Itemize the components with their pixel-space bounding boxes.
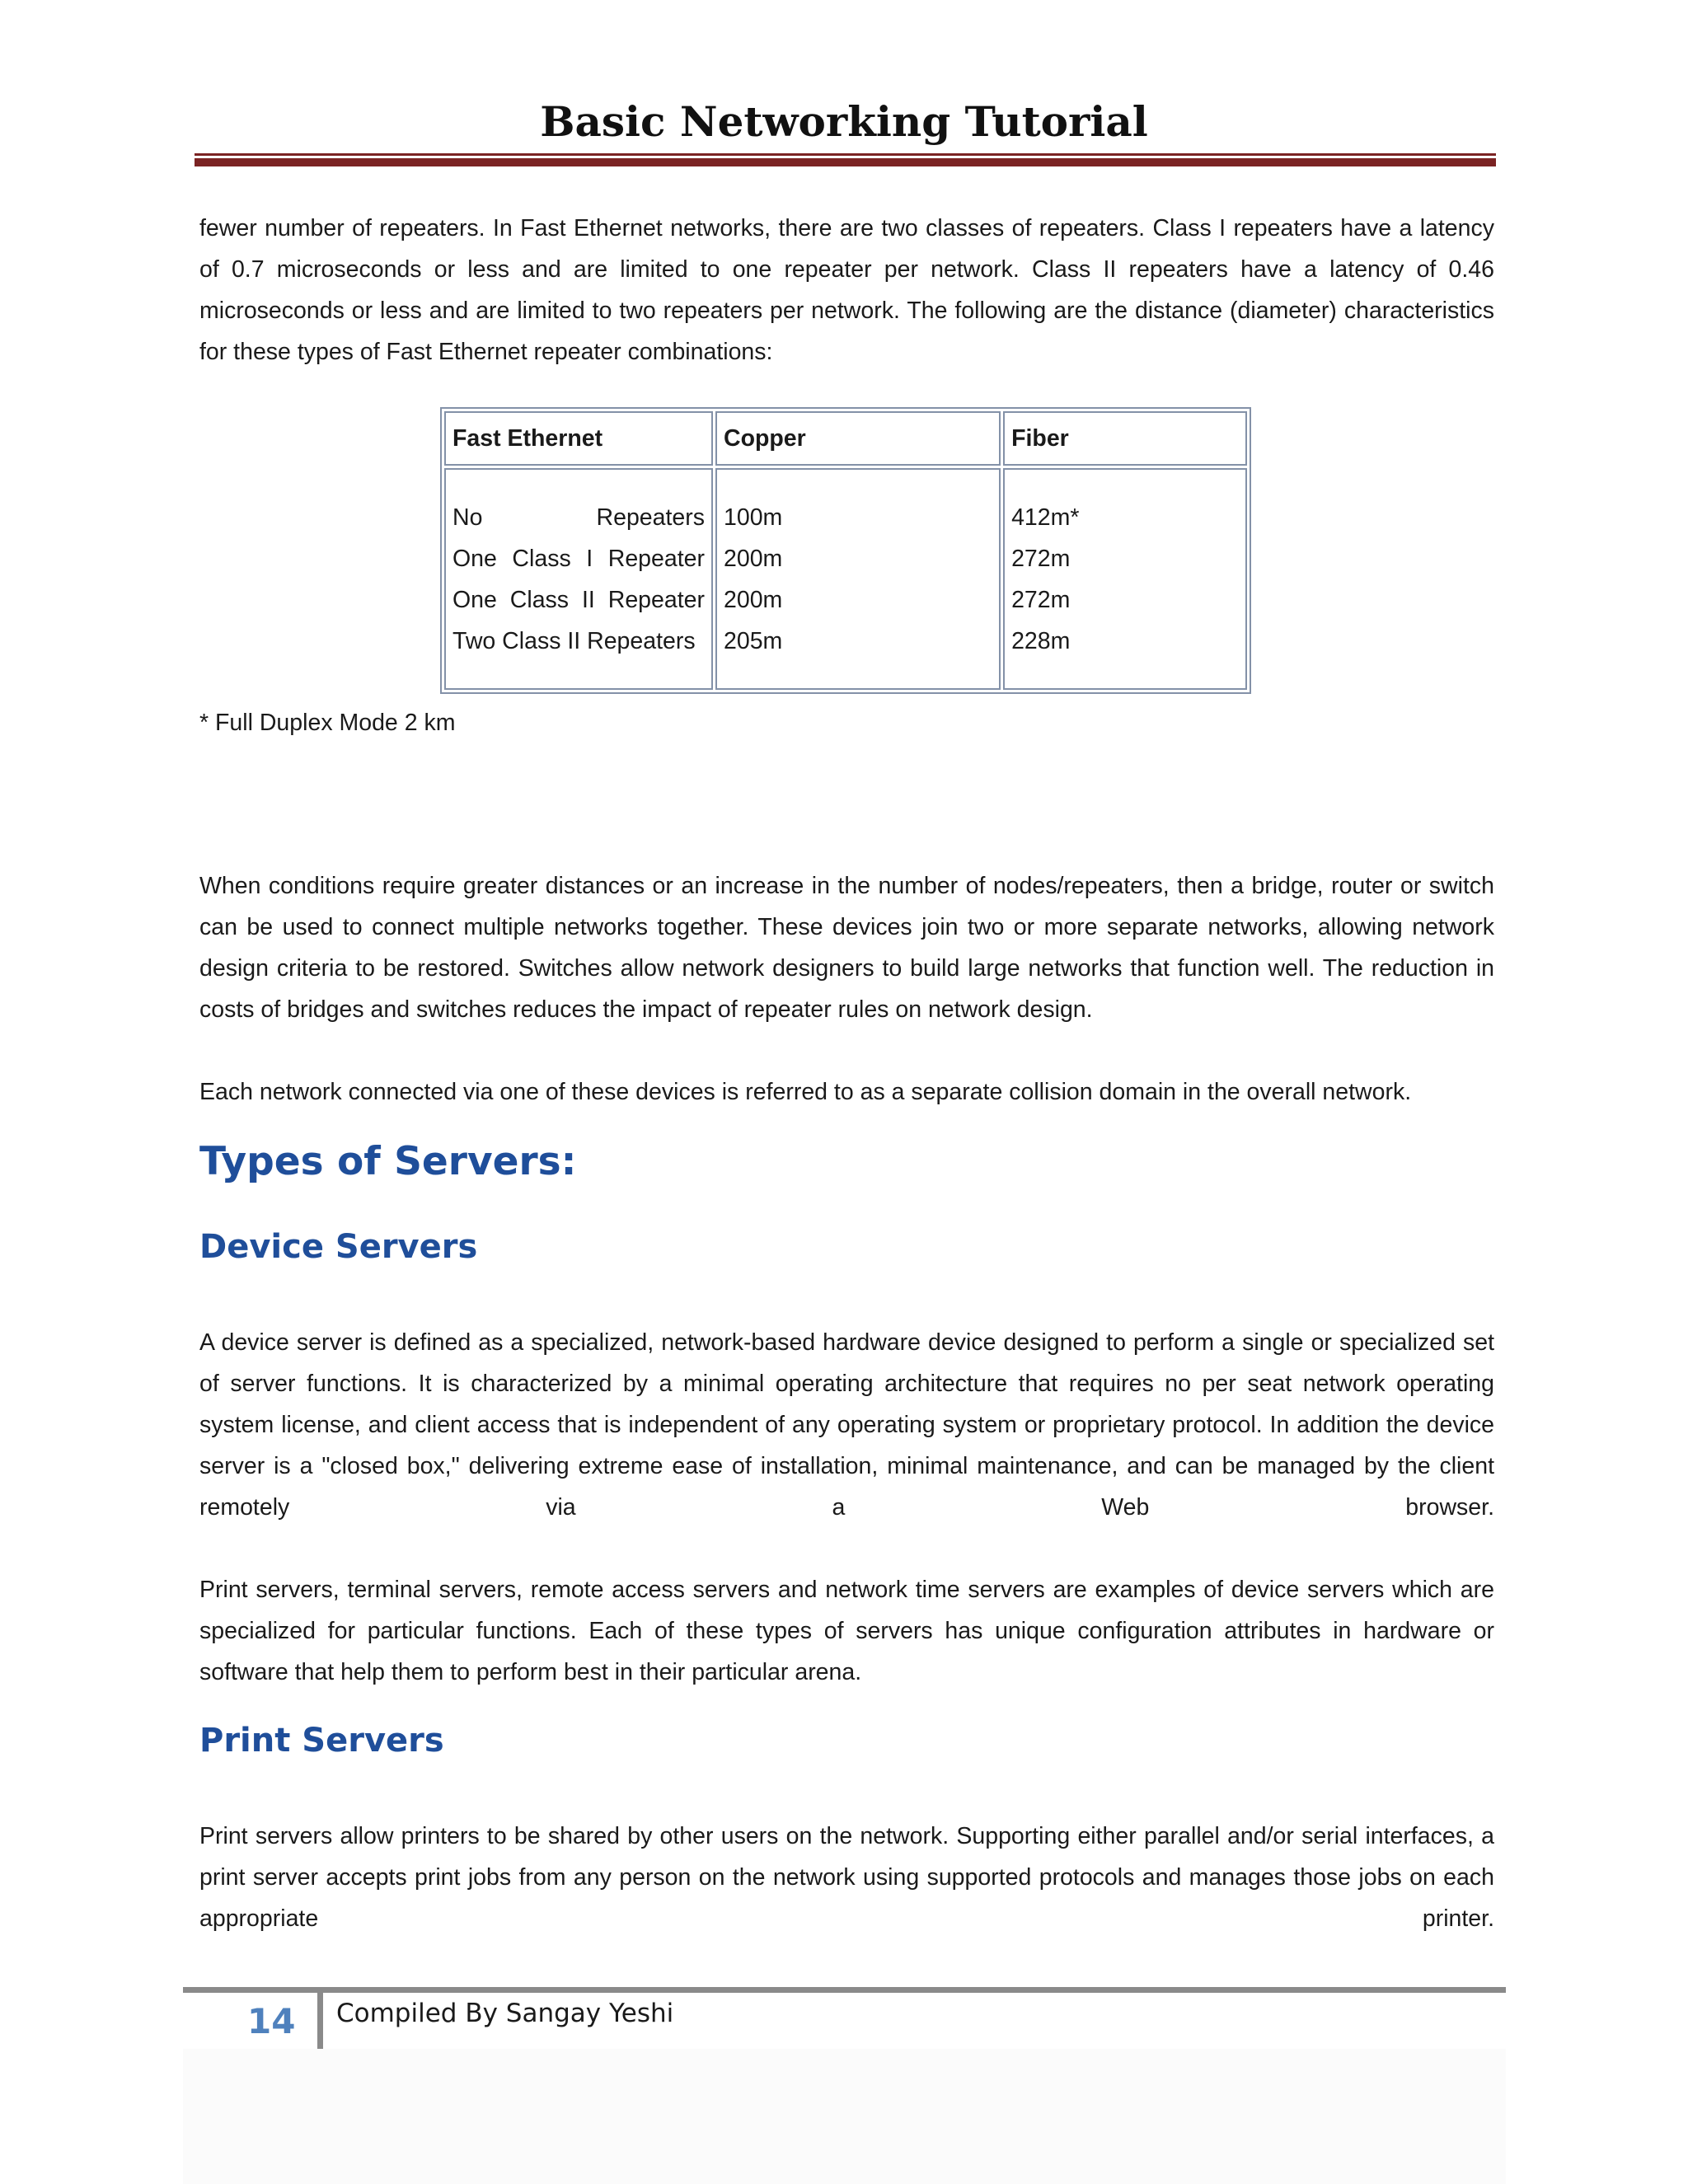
bridging-paragraph: When conditions require greater distances or an increase in the number of nodes/repeaters, then a bridge, router or switch can be used to connect multiple networks together. These devices join two or more separate networks, allowing network design criteria to be restored. Switches allow network designers to build large networks that function well. The reduction in costs of bridges and switches reduces the impact of repeater rules on network design.	[199, 873, 1494, 1023]
config-one-class-ii: One Class II Repeater	[452, 586, 705, 613]
device-servers-heading: Device Servers	[199, 1228, 478, 1266]
table-header-fast-ethernet: Fast Ethernet	[444, 411, 713, 466]
footer-credit: Compiled By Sangay Yeshi	[336, 1999, 674, 2028]
footer-shade	[183, 2049, 1506, 2184]
copper-two-class-ii: 205m	[724, 627, 783, 654]
header-rule-thick	[195, 158, 1496, 166]
print-servers-heading: Print Servers	[199, 1722, 444, 1760]
header-rule-thin	[195, 153, 1496, 156]
table-footnote: * Full Duplex Mode 2 km	[199, 710, 456, 736]
config-two-class-ii: Two Class II Repeaters	[452, 627, 696, 654]
table-header-copper: Copper	[715, 411, 1001, 466]
fiber-two-class-ii: 228m	[1011, 627, 1071, 654]
intro-paragraph: fewer number of repeaters. In Fast Ethernet networks, there are two classes of repeaters. Class I repeaters have a latency of 0.7 microseconds or less and are limited to one repeater per network. Class II repeaters have a latency of 0.46 microseconds or less and are limited to two repeaters per network. The following are the distance (diameter) characteristics for these types of Fast Ethernet repeater combinations:	[199, 215, 1494, 365]
table-cell-configurations	[444, 468, 713, 690]
print-servers-paragraph: Print servers allow printers to be shared by other users on the network. Supporting either parallel and/or serial interfaces, a print server accepts print jobs from any person on the network using supported protocols and manages those jobs on each appropriate printer.	[199, 1823, 1494, 1932]
header-title: Basic Networking Tutorial	[540, 97, 1148, 146]
config-no-repeaters: No Repeaters	[452, 504, 705, 531]
collision-domain-paragraph: Each network connected via one of these devices is referred to as a separate collision domain in the overall network.	[199, 1079, 1412, 1105]
fiber-one-class-i: 272m	[1011, 545, 1071, 572]
device-servers-paragraph: A device server is defined as a specialized, network-based hardware device designed to perform a single or specialized set of server functions. It is characterized by a minimal operating architecture that requires no per seat network operating system license, and client access that is independent of any operating system or proprietary protocol. In addition the device server is a "closed box," delivering extreme ease of installation, minimal maintenance, and can be managed by the client remotely via a Web browser.	[199, 1329, 1494, 1521]
repeater-distance-table	[440, 407, 1251, 694]
table-cell-fiber	[1003, 468, 1247, 690]
copper-no-repeaters: 100m	[724, 504, 783, 531]
table-header-row	[444, 411, 1247, 466]
copper-one-class-ii: 200m	[724, 586, 783, 613]
footer-divider	[317, 1993, 323, 2049]
device-servers-examples-paragraph: Print servers, terminal servers, remote access servers and network time servers are examples of device servers which are specialized for particular functions. Each of these types of servers has unique configuration attributes in hardware or software that help them to perform best in their particular arena.	[199, 1577, 1494, 1685]
copper-one-class-i: 200m	[724, 545, 783, 572]
config-one-class-i: One Class I Repeater	[452, 545, 705, 572]
footer-rule	[183, 1987, 1506, 1993]
table-row	[444, 468, 1247, 690]
fiber-no-repeaters: 412m*	[1011, 504, 1080, 531]
table-cell-copper	[715, 468, 1001, 690]
table-header-fiber: Fiber	[1003, 411, 1247, 466]
fiber-one-class-ii: 272m	[1011, 586, 1071, 613]
types-of-servers-heading: Types of Servers:	[199, 1139, 577, 1184]
page-number: 14	[247, 2001, 296, 2041]
